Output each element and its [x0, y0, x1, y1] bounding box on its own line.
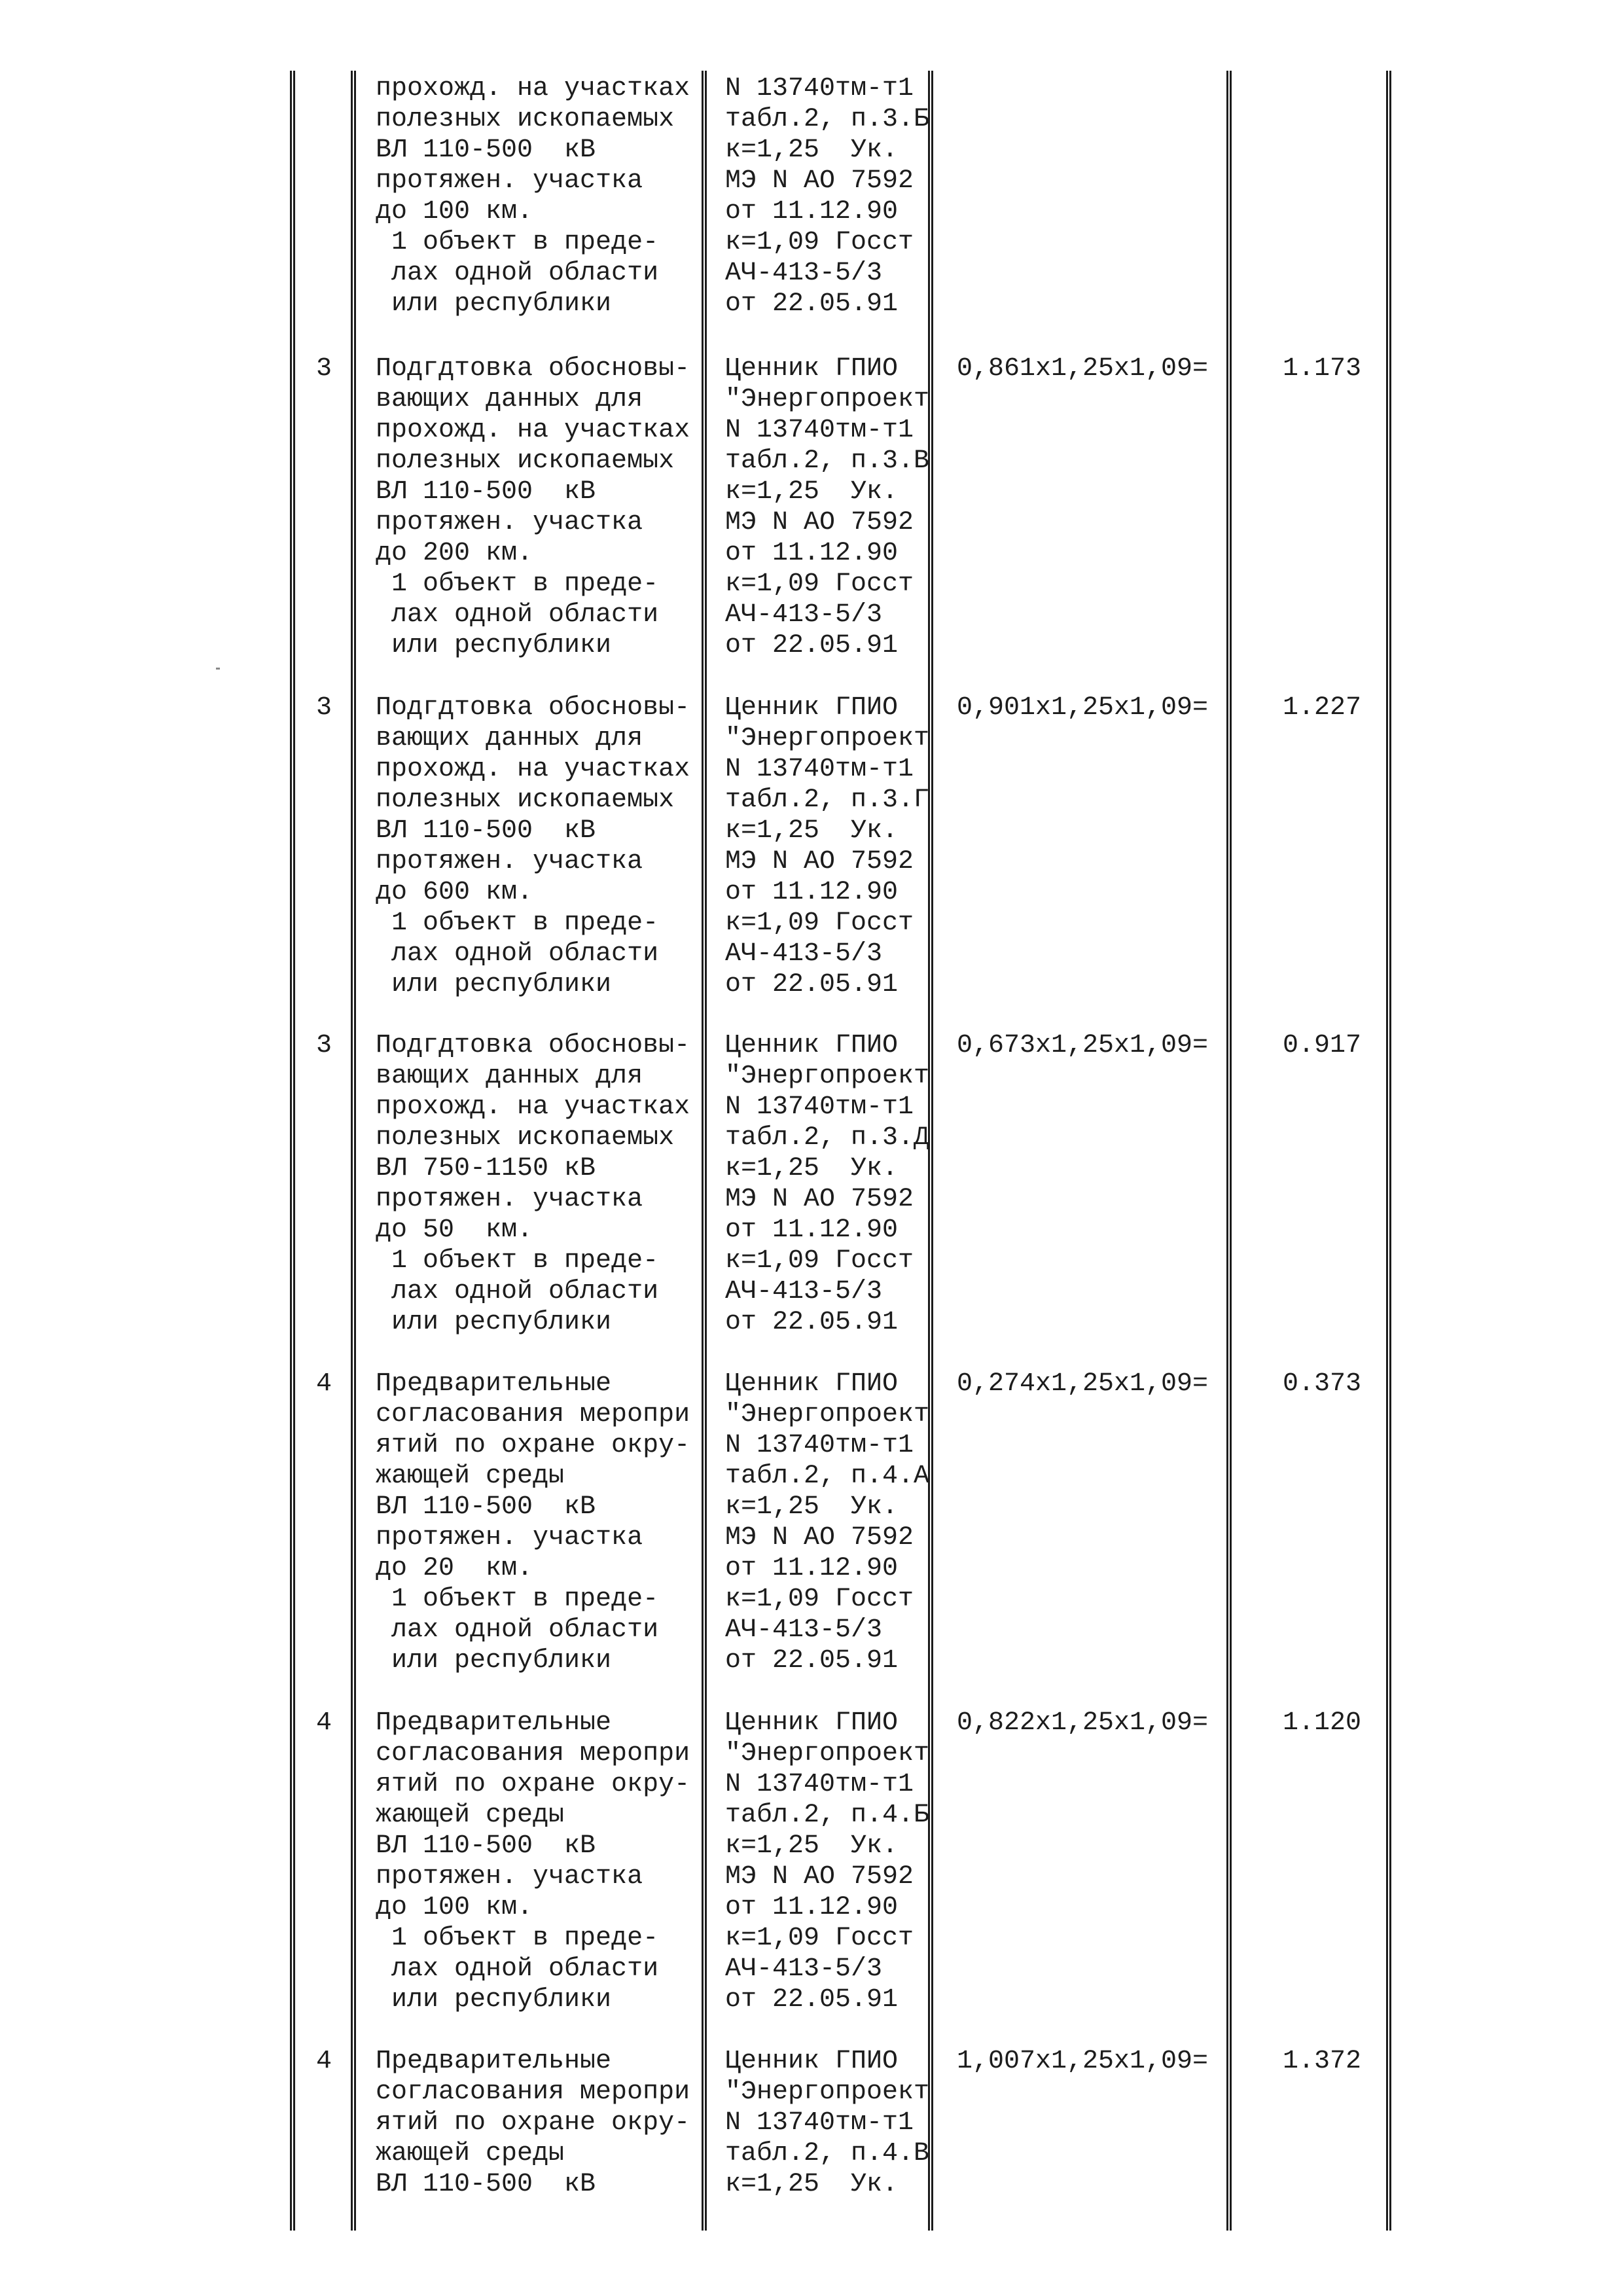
work-description-line: Подгдтовка обосновы-: [376, 693, 690, 723]
work-description-line: 1 объект в преде-: [376, 1585, 659, 1614]
price-source-line: "Энергопроект: [725, 1400, 930, 1429]
work-description-line: до 20 км.: [376, 1554, 533, 1583]
work-description-line: ВЛ 110-500 кВ: [376, 477, 596, 507]
work-description-line: согласования меропри: [376, 1400, 690, 1429]
price-source-line: табл.2, п.3.Г: [725, 785, 930, 815]
price-source-line: МЭ N АО 7592: [725, 1862, 914, 1892]
price-source-line: к=1,25 Ук.: [725, 135, 899, 165]
row-number: 4: [315, 1369, 332, 1399]
work-description-line: ВЛ 110-500 кВ: [376, 816, 596, 846]
work-description: [376, 1369, 703, 1676]
price-source-line: от 11.12.90: [725, 878, 899, 907]
price-source-line: Ценник ГПИО: [725, 2047, 899, 2076]
price-source-line: "Энергопроект: [725, 2077, 930, 2107]
work-description-line: или республики: [376, 970, 612, 999]
price-source-line: к=1,09 Госст: [725, 1585, 914, 1614]
price-source-line: к=1,09 Госст: [725, 1246, 914, 1276]
calculation-formula: 0,822х1,25х1,09=: [957, 1708, 1209, 1738]
work-description-line: Подгдтовка обосновы-: [376, 354, 690, 384]
price-source-line: АЧ-413-5/3: [725, 1615, 883, 1645]
work-description-line: или республики: [376, 1985, 612, 2015]
work-description-line: ятий по охране окру-: [376, 1431, 690, 1460]
work-description-line: лах одной области: [376, 1954, 659, 1984]
price-source-line: табл.2, п.4.В: [725, 2139, 930, 2168]
price-source-line: от 11.12.90: [725, 1215, 899, 1245]
price-source-line: Ценник ГПИО: [725, 1369, 899, 1399]
work-description-line: или республики: [376, 1308, 612, 1337]
price-source-line: от 11.12.90: [725, 1893, 899, 1922]
work-description-line: Предварительные: [376, 1708, 612, 1738]
price-source: [725, 692, 941, 1000]
work-description-line: полезных ископаемых: [376, 105, 675, 134]
row-number: 4: [315, 2047, 332, 2076]
price-source-line: АЧ-413-5/3: [725, 259, 883, 288]
work-description: [376, 692, 703, 1000]
work-description: [376, 1708, 703, 2015]
price-source-line: МЭ N АО 7592: [725, 166, 914, 196]
work-description-line: 1 объект в преде-: [376, 1246, 659, 1276]
price-source-line: к=1,25 Ук.: [725, 1154, 899, 1183]
work-description: [376, 353, 703, 661]
work-description-line: ятий по охране окру-: [376, 2108, 690, 2138]
work-description-line: прохожд. на участках: [376, 1092, 690, 1122]
price-source-line: от 22.05.91: [725, 631, 899, 660]
price-source-line: N 13740тм-т1: [725, 74, 914, 103]
price-source-line: к=1,25 Ук.: [725, 2170, 899, 2199]
price-source-line: "Энергопроект: [725, 724, 930, 753]
table-border-right: [1386, 71, 1391, 2231]
work-description-line: до 100 км.: [376, 197, 533, 226]
price-source-line: от 11.12.90: [725, 539, 899, 568]
work-description-line: полезных ископаемых: [376, 446, 675, 476]
price-source-line: МЭ N АО 7592: [725, 1185, 914, 1214]
price-source-line: к=1,25 Ук.: [725, 1492, 899, 1522]
price-source-line: от 11.12.90: [725, 1554, 899, 1583]
work-description-line: Подгдтовка обосновы-: [376, 1031, 690, 1060]
work-description-line: до 100 км.: [376, 1893, 533, 1922]
work-description-line: протяжен. участка: [376, 1523, 643, 1552]
price-source: [725, 1369, 941, 1676]
cost-result: 0.917: [1282, 1031, 1362, 1060]
cost-result: 1.372: [1282, 2047, 1362, 2076]
calculation-formula: 0,673х1,25х1,09=: [957, 1031, 1209, 1060]
price-source-line: N 13740тм-т1: [725, 1092, 914, 1122]
price-source-line: МЭ N АО 7592: [725, 1523, 914, 1552]
price-source-line: от 22.05.91: [725, 1308, 899, 1337]
price-source: [725, 1708, 941, 2015]
price-source-line: к=1,09 Госст: [725, 569, 914, 599]
row-number: 3: [315, 693, 332, 723]
work-description-line: прохожд. на участках: [376, 755, 690, 784]
price-source-line: к=1,09 Госст: [725, 1924, 914, 1953]
price-source-line: от 22.05.91: [725, 970, 899, 999]
price-source-line: табл.2, п.4.А: [725, 1462, 930, 1491]
work-description-line: до 600 км.: [376, 878, 533, 907]
work-description-line: до 200 км.: [376, 539, 533, 568]
work-description: [376, 73, 703, 319]
price-source-line: табл.2, п.3.Б: [725, 105, 930, 134]
work-description-line: лах одной области: [376, 939, 659, 969]
price-source: [725, 2046, 941, 2200]
price-source-line: N 13740тм-т1: [725, 755, 914, 784]
work-description-line: ВЛ 110-500 кВ: [376, 1831, 596, 1861]
work-description-line: Предварительные: [376, 2047, 612, 2076]
cost-result: 1.120: [1282, 1708, 1362, 1738]
cost-result: 1.173: [1282, 354, 1362, 384]
work-description-line: до 50 км.: [376, 1215, 533, 1245]
work-description-line: согласования меропри: [376, 1739, 690, 1768]
work-description-line: или республики: [376, 1646, 612, 1676]
work-description-line: лах одной области: [376, 600, 659, 630]
work-description-line: вающих данных для: [376, 385, 643, 414]
row-number: 3: [315, 1031, 332, 1060]
work-description-line: ятий по охране окру-: [376, 1770, 690, 1799]
work-description-line: или республики: [376, 289, 612, 319]
price-source-line: табл.2, п.4.Б: [725, 1801, 930, 1830]
work-description: [376, 1030, 703, 1338]
price-source-line: к=1,09 Госст: [725, 908, 914, 938]
work-description-line: 1 объект в преде-: [376, 228, 659, 257]
work-description-line: протяжен. участка: [376, 1862, 643, 1892]
price-source-line: от 22.05.91: [725, 289, 899, 319]
work-description-line: жающей среды: [376, 1462, 565, 1491]
work-description-line: лах одной области: [376, 259, 659, 288]
column-divider-number: [351, 71, 356, 2231]
price-source-line: к=1,25 Ук.: [725, 816, 899, 846]
calculation-formula: 1,007х1,25х1,09=: [957, 2047, 1209, 2076]
calculation-formula: 0,901х1,25х1,09=: [957, 693, 1209, 723]
price-source-line: Ценник ГПИО: [725, 1708, 899, 1738]
price-source-line: от 22.05.91: [725, 1985, 899, 2015]
price-source-line: к=1,25 Ук.: [725, 1831, 899, 1861]
work-description-line: прохожд. на участках: [376, 74, 690, 103]
price-source-line: N 13740тм-т1: [725, 416, 914, 445]
price-source-line: Ценник ГПИО: [725, 354, 899, 384]
cost-result: 1.227: [1282, 693, 1362, 723]
price-source-line: N 13740тм-т1: [725, 1431, 914, 1460]
table-border-left: [290, 71, 295, 2231]
work-description: [376, 2046, 703, 2200]
price-source-line: АЧ-413-5/3: [725, 1277, 883, 1306]
work-description-line: ВЛ 110-500 кВ: [376, 135, 596, 165]
price-source-line: N 13740тм-т1: [725, 1770, 914, 1799]
row-number: 4: [315, 1708, 332, 1738]
work-description-line: полезных ископаемых: [376, 1123, 675, 1153]
cost-result: 0.373: [1282, 1369, 1362, 1399]
price-source: [725, 353, 941, 661]
work-description-line: прохожд. на участках: [376, 416, 690, 445]
price-source-line: "Энергопроект: [725, 1062, 930, 1091]
work-description-line: согласования меропри: [376, 2077, 690, 2107]
work-description-line: протяжен. участка: [376, 166, 643, 196]
work-description-line: ВЛ 110-500 кВ: [376, 2170, 596, 2199]
work-description-line: полезных ископаемых: [376, 785, 675, 815]
price-source: [725, 1030, 941, 1338]
price-source-line: N 13740тм-т1: [725, 2108, 914, 2138]
work-description-line: 1 объект в преде-: [376, 1924, 659, 1953]
price-source-line: от 22.05.91: [725, 1646, 899, 1676]
price-source-line: Ценник ГПИО: [725, 1031, 899, 1060]
work-description-line: жающей среды: [376, 2139, 565, 2168]
price-source: [725, 73, 941, 319]
column-divider-calc: [1226, 71, 1232, 2231]
price-source-line: АЧ-413-5/3: [725, 1954, 883, 1984]
work-description-line: жающей среды: [376, 1801, 565, 1830]
price-source-line: МЭ N АО 7592: [725, 847, 914, 876]
work-description-line: 1 объект в преде-: [376, 569, 659, 599]
work-description-line: вающих данных для: [376, 1062, 643, 1091]
price-source-line: Ценник ГПИО: [725, 693, 899, 723]
price-source-line: к=1,25 Ук.: [725, 477, 899, 507]
price-source-line: АЧ-413-5/3: [725, 600, 883, 630]
row-number: 3: [315, 354, 332, 384]
work-description-line: Предварительные: [376, 1369, 612, 1399]
work-description-line: или республики: [376, 631, 612, 660]
price-source-line: "Энергопроект: [725, 385, 930, 414]
work-description-line: 1 объект в преде-: [376, 908, 659, 938]
calculation-formula: 0,274х1,25х1,09=: [957, 1369, 1209, 1399]
work-description-line: протяжен. участка: [376, 508, 643, 537]
work-description-line: ВЛ 750-1150 кВ: [376, 1154, 596, 1183]
work-description-line: вающих данных для: [376, 724, 643, 753]
work-description-line: лах одной области: [376, 1277, 659, 1306]
work-description-line: ВЛ 110-500 кВ: [376, 1492, 596, 1522]
price-source-line: МЭ N АО 7592: [725, 508, 914, 537]
work-description-line: протяжен. участка: [376, 847, 643, 876]
price-source-line: табл.2, п.3.Д: [725, 1123, 930, 1153]
price-source-line: "Энергопроект: [725, 1739, 930, 1768]
scan-speck: [216, 668, 220, 670]
calculation-formula: 0,861х1,25х1,09=: [957, 354, 1209, 384]
price-source-line: от 11.12.90: [725, 197, 899, 226]
price-source-line: к=1,09 Госст: [725, 228, 914, 257]
work-description-line: протяжен. участка: [376, 1185, 643, 1214]
price-source-line: АЧ-413-5/3: [725, 939, 883, 969]
price-source-line: табл.2, п.3.В: [725, 446, 930, 476]
work-description-line: лах одной области: [376, 1615, 659, 1645]
